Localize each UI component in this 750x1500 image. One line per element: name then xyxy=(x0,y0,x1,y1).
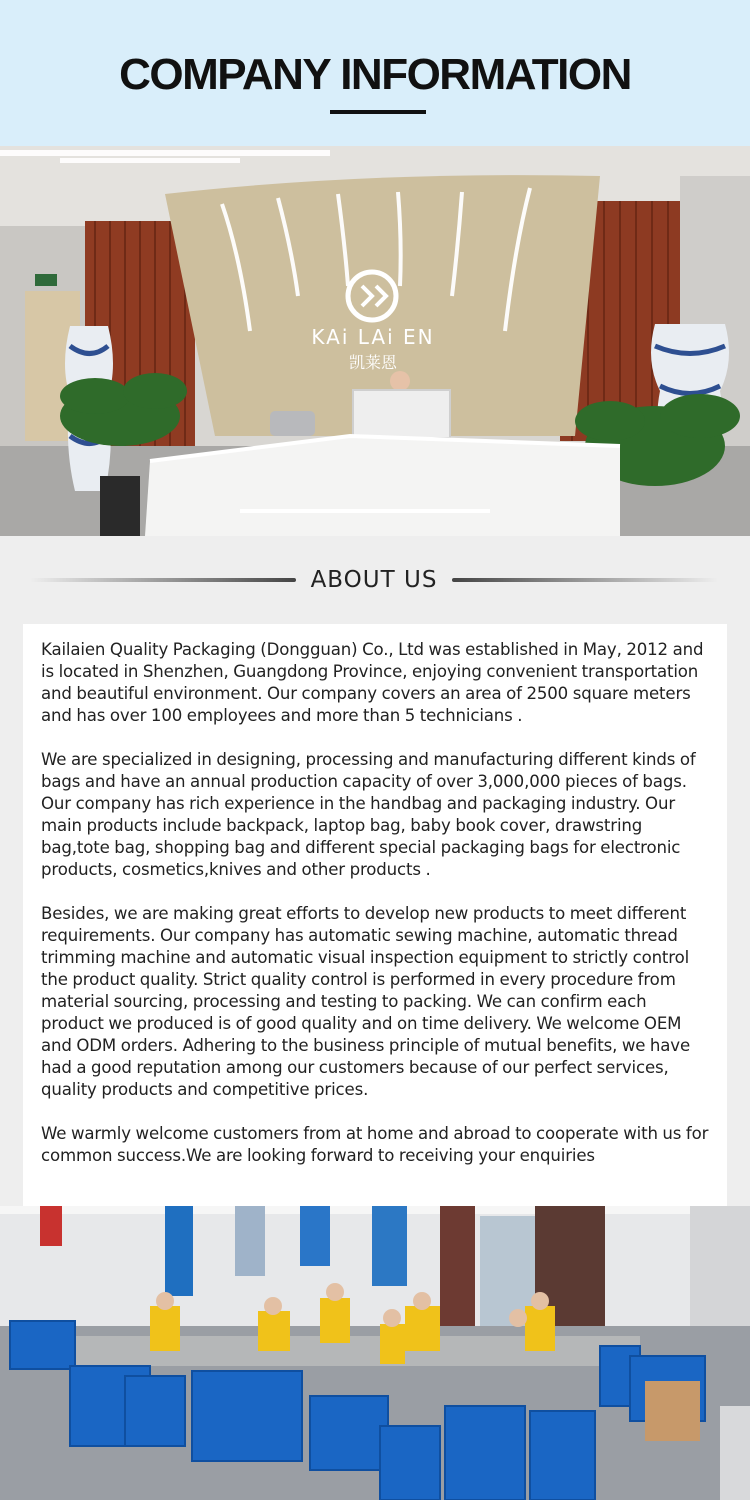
title-underline xyxy=(330,110,426,114)
heading-divider-right xyxy=(452,578,718,582)
about-heading xyxy=(0,566,750,596)
logo-text: KAi LAi EN xyxy=(311,325,435,349)
about-section xyxy=(0,536,750,1500)
about-paragraph: Kailaien Quality Packaging (Dongguan) Co., Ltd was established in May, 2012 and is located in Shenzhen, Guangdong Province, enjoying convenient transportation and beautiful environment. Our company covers an area of 2500 square meters and has over 100 employees and more than 5 technicians . xyxy=(41,640,704,725)
page-header xyxy=(0,0,750,146)
factory-illustration xyxy=(0,1206,750,1500)
reception-lobby-photo xyxy=(0,146,750,536)
about-paragraph: We are specialized in designing, processing and manufacturing different kinds of bags and have an annual production capacity of over 3,000,000 pieces of bags. Our company has rich experience in the handbag and packaging industry. Our main products include backpack, laptop bag, baby book cover, drawstring bag,tote bag, shopping bag and different special packaging bags for electronic products, cosmetics,knives and other products . xyxy=(41,750,696,879)
about-paragraph: Besides, we are making great efforts to develop new products to meet different requirements. Our company has automatic sewing machine, automatic thread trimming machine and automatic visual inspection equipment to strictly control the product quality. Strict quality control is performed in every procedure from material sourcing, processing and testing to packing. We can confirm each product we produced is of good quality and on time delivery. We welcome OEM and ODM orders. Adhering to the business principle of mutual benefits, we have had a good reputation among our customers because of our perfect services, quality products and competitive prices. xyxy=(41,904,691,1099)
about-heading-label: ABOUT US xyxy=(310,567,438,593)
factory-workshop-photo xyxy=(0,1206,750,1500)
lobby-illustration xyxy=(0,146,750,536)
about-text-card xyxy=(23,624,727,1224)
logo-text-cn: 凯莱恩 xyxy=(348,353,398,372)
heading-divider-left xyxy=(30,578,296,582)
about-paragraph: We warmly welcome customers from at home and abroad to cooperate with us for common success.We are looking forward to receiving your enquiries xyxy=(41,1124,709,1165)
page-title: COMPANY INFORMATION xyxy=(119,50,631,99)
